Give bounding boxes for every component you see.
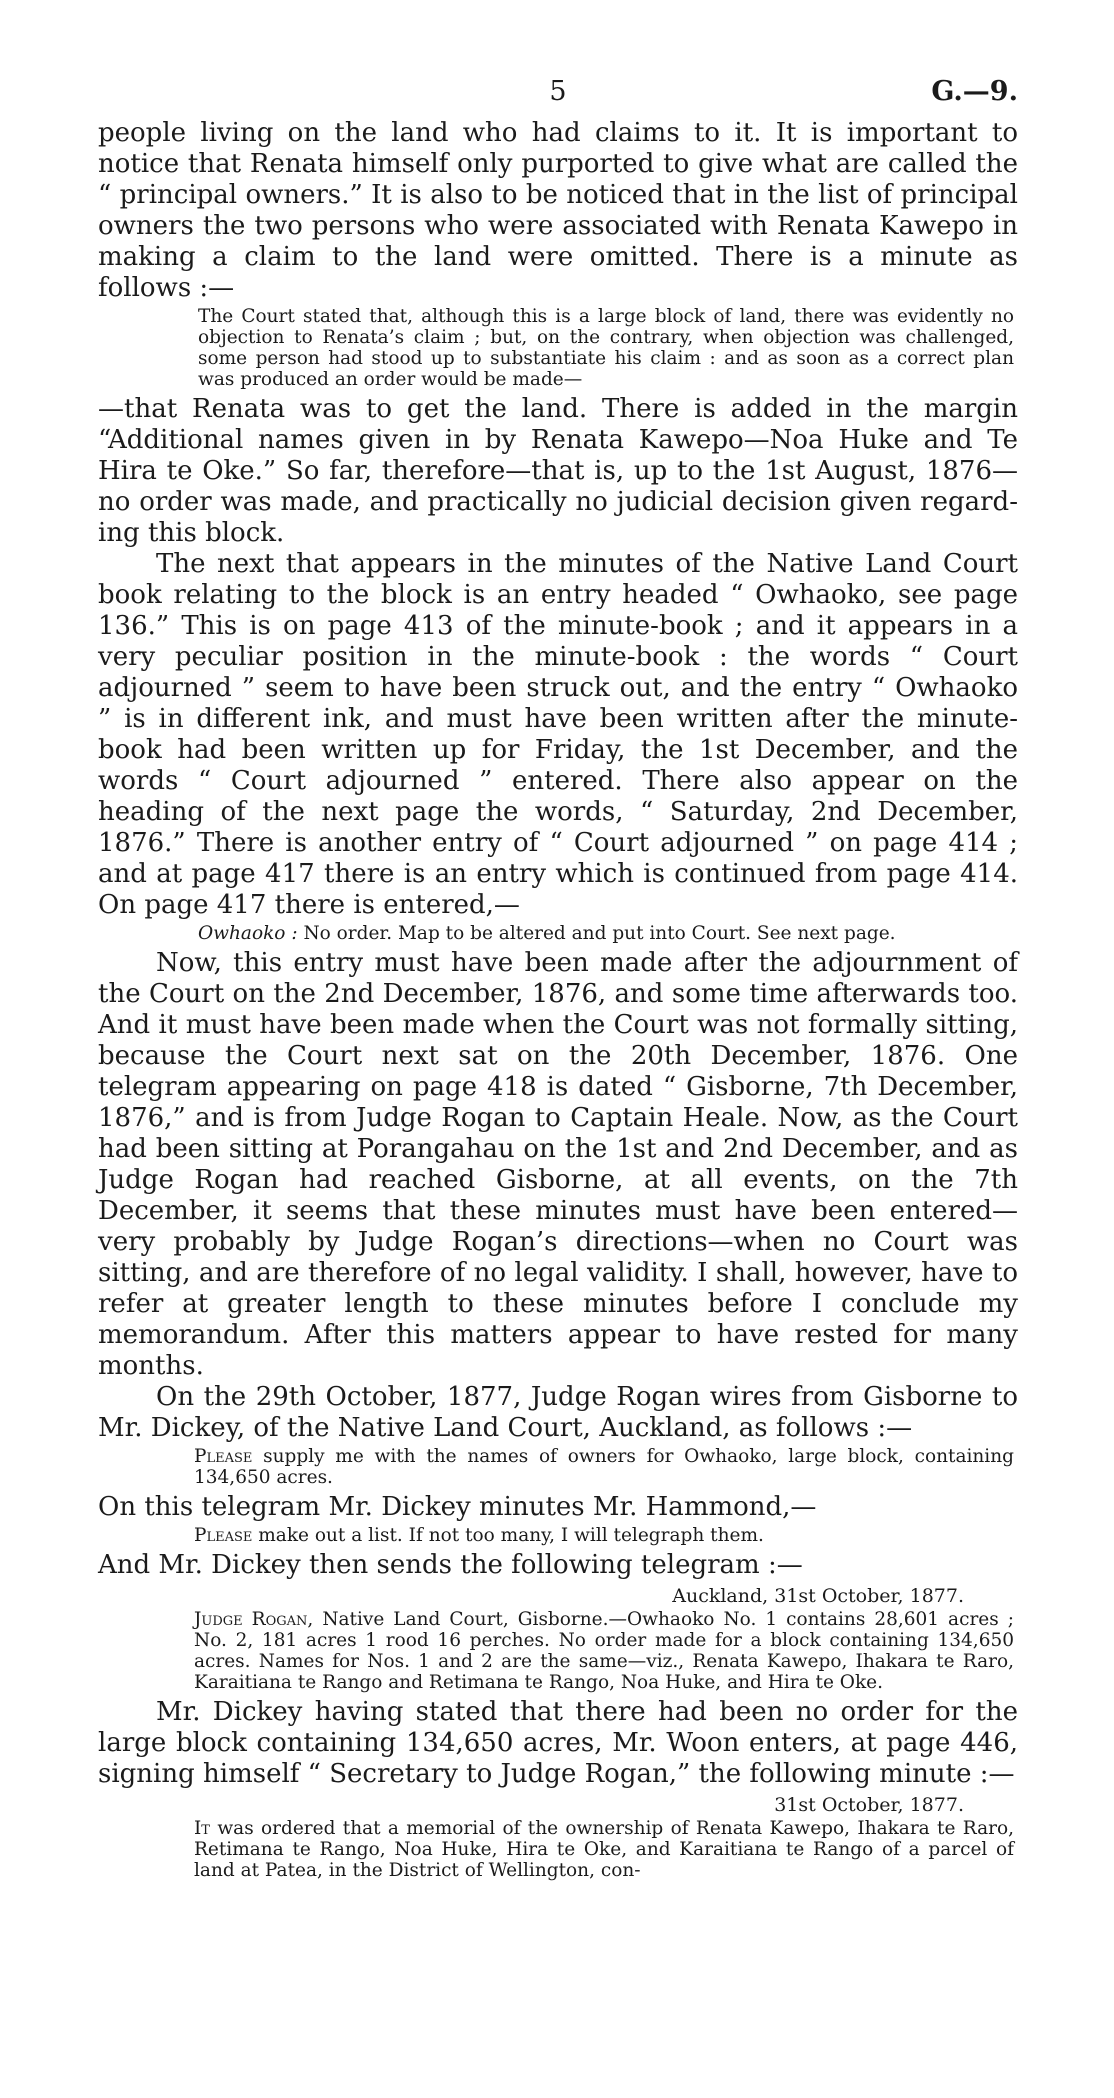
quoted-minute-3-text: make out a list. If not too many, I will telegraph them.: [258, 1525, 764, 1546]
paragraph-5: On the 29th October, 1877, Judge Rogan wires from Gisborne to Mr. Dickey, of the Native Land Court, Auckland, as follows :—: [98, 1382, 1018, 1443]
quoted-minute-2-label: Owhaoko :: [198, 923, 298, 944]
quoted-minute-4: [98, 1818, 1018, 1881]
paragraph-6: On this telegram Mr. Dickey minutes Mr. Hammond,—: [98, 1492, 817, 1522]
quoted-minute-4-text: was ordered that a memorial of the ownership of Renata Kawepo, Ihakara te Raro, Retimana te Rango, Noa Huke, Hira te Oke, and Karaitiana te Rango of a parcel of land at Patea, in the District of Wellington, con-: [194, 1818, 1014, 1881]
quoted-minute-3: [98, 1525, 1018, 1546]
quoted-telegram-2-lead: Judge Rogan,: [194, 1609, 314, 1630]
quoted-minute-2: [98, 923, 1018, 944]
quoted-minute-1: The Court stated that, although this is a large block of land, there was evidently no objection to Renata’s claim ; but, on the contrary, when objection was challenged, some person had stood up to substantiate his claim : and as soon as a correct plan was produced an order would be made—: [198, 306, 1014, 390]
paragraph-8: Mr. Dickey having stated that there had been no order for the large block containing 134,650 acres, Mr. Woon enters, at page 446, signing himself “ Secretary to Judge Rogan,” the following minute :—: [98, 1697, 1018, 1789]
paragraph-1: people living on the land who had claims to it. It is important to notice that Renata himself only purported to give what are called the “ principal owners.” It is also to be noticed that in the list of principal owners the two persons who were associated with Renata Kawepo in making a claim to the land were omitted. There is a minute as follows :—: [98, 118, 1018, 303]
page-header: [98, 76, 1018, 110]
quoted-telegram-2-text: Native Land Court, Gisborne.—Owhaoko No. 1 contains 28,601 acres ; No. 2, 181 acres 1 rood 16 perches. No order made for a block containing 134,650 acres. Names for Nos. 1 and 2 are the same—viz., Renata Kawepo, Ihakara te Raro, Karaitiana te Rango and Retimana te Rango, Noa Huke, and Hira te Oke.: [194, 1609, 1014, 1693]
quoted-telegram-1-lead: Please: [194, 1446, 253, 1467]
page-number: 5: [549, 76, 567, 107]
paragraph-7: And Mr. Dickey then sends the following telegram :—: [98, 1550, 803, 1580]
quoted-telegram-2: [98, 1609, 1018, 1693]
minute-dateline: 31st October, 1877.: [774, 1794, 964, 1816]
document-page: [98, 76, 1018, 1885]
telegram-dateline: Auckland, 31st October, 1877.: [672, 1585, 964, 1607]
quoted-minute-3-lead: Please: [194, 1525, 253, 1546]
quoted-minute-2-text: No order. Map to be altered and put into Court. See next page.: [303, 923, 896, 944]
document-reference: G.—9.: [931, 76, 1018, 107]
quoted-telegram-1-text: supply me with the names of owners for Owhaoko, large block, containing 134,650 acres.: [194, 1446, 1014, 1488]
quoted-minute-4-lead: It: [194, 1818, 210, 1839]
paragraph-4: Now, this entry must have been made after the adjournment of the Court on the 2nd December, 1876, and some time afterwards too. And it must have been made when the Court was not formally sitting, because the Court next sat on the 20th December, 1876. One telegram appearing on page 418 is dated “ Gisborne, 7th December, 1876,” and is from Judge Rogan to Captain Heale. Now, as the Court had been sitting at Porangahau on the 1st and 2nd December, and as Judge Rogan had reached Gisborne, at all events, on the 7th December, it seems that these minutes must have been entered—very probably by Judge Rogan’s directions—when no Court was sitting, and are therefore of no legal validity. I shall, however, have to refer at greater length to these minutes before I conclude my memorandum. After this matters appear to have rested for many months.: [98, 948, 1018, 1381]
paragraph-2: —that Renata was to get the land. There is added in the margin “Additional names given in by Renata Kawepo—Noa Huke and Te Hira te Oke.” So far, therefore—that is, up to the 1st August, 1876— no order was made, and practically no judicial decision given regarding this block.: [98, 394, 1018, 548]
quoted-telegram-1: [98, 1446, 1018, 1488]
paragraph-3: The next that appears in the minutes of the Native Land Court book relating to the block is an entry headed “ Owhaoko, see page 136.” This is on page 413 of the minute-book ; and it appears in a very peculiar position in the minute-book : the words “ Court adjourned ” seem to have been struck out, and the entry “ Owhaoko ” is in different ink, and must have been written after the minute-book had been written up for Friday, the 1st December, and the words “ Court adjourned ” entered. There also appear on the heading of the next page the words, “ Saturday, 2nd December, 1876.” There is another entry of “ Court adjourned ” on page 414 ; and at page 417 there is an entry which is continued from page 414. On page 417 there is entered,—: [98, 549, 1018, 920]
